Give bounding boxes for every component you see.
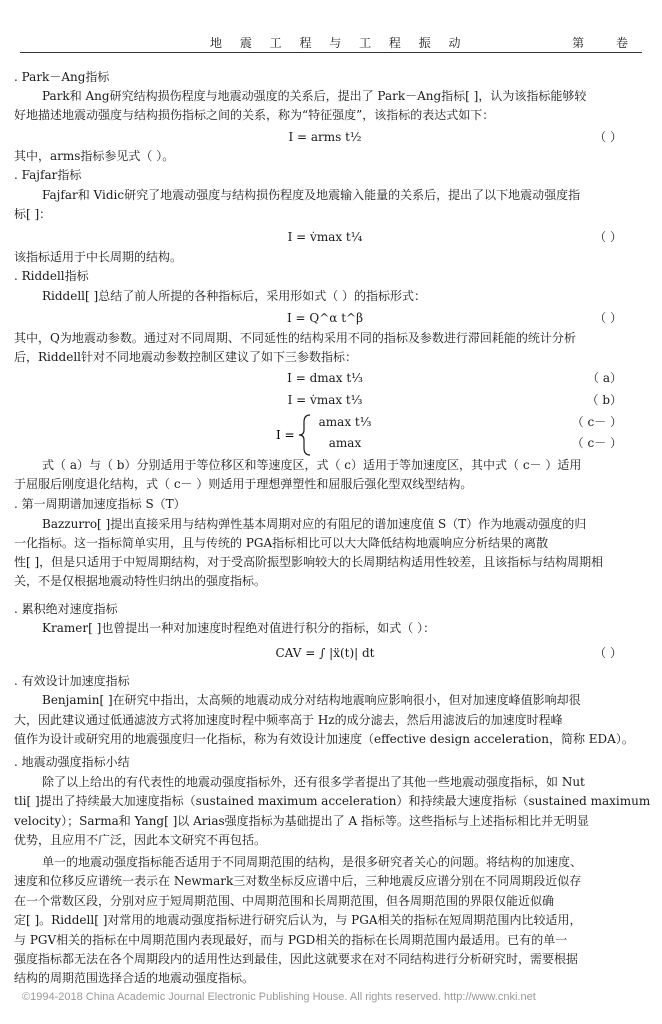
paragraph-line: 结构的周期范围选择合适的地震动强度指标。 [14, 971, 255, 985]
paragraph-line: 于屈服后刚度退化结构，式（ c－ ）则适用于理想弹塑性和屈服后强化型双线型结构。 [14, 477, 473, 491]
paragraph-line: 一化指标。这一指标简单实用，且与传统的 PGA指标相比可以大大降低结构地震响应分析结果的离散 [14, 536, 549, 550]
paragraph-line: 关，不是仅根据地震动特性归纳出的强度指标。 [14, 574, 267, 588]
paragraph-line: 其中，Q为地震动参数。通过对不同周期、不同延性的结构采用不同的指标及参数进行滞回耗能的统计分析 [14, 331, 576, 345]
paragraph-line: 其中，arms指标参见式（ ）。 [14, 149, 175, 163]
paragraph-line: 优势，且应用不广泛，因此本文研究不再包括。 [14, 833, 267, 847]
paragraph-line: 强度指标都无法在各个周期段内的适用性达到最佳，因此这就要求在对不同结构进行分析研究时，需要根据 [14, 952, 579, 966]
paragraph-line: Benjamin[ ]在研究中指出，太高频的地震动成分对结构地震响应影响很小，但对加速度峰值影响却很 [42, 693, 581, 707]
equation: CAV = ∫ |ẍ(t)| dt （ ） [275, 646, 622, 660]
section-heading: . Riddell指标 [14, 269, 89, 283]
equation: I = v̇max t⅓ （ b） [287, 393, 622, 407]
paragraph-line: 性[ ]，但是只适用于中短周期结构，对于受高阶振型影响较大的长周期结构适用性较差，且该指标与结构周期相 [14, 555, 604, 569]
paragraph-line: 大，因此建议通过低通滤波方式将加速度时程中频率高于 Hz的成分滤去，然后用滤波后的加速度时程峰 [14, 713, 563, 727]
equation: amax （ c－ ） [328, 436, 622, 450]
paragraph-line: 标[ ]： [14, 207, 52, 221]
paragraph-line: Riddell[ ]总结了前人所提的各种指标后，采用形如式（ ）的指标形式： [42, 289, 427, 303]
paragraph-line: 后，Riddell针对不同地震动参数控制区建议了如下三参数指标： [14, 350, 358, 364]
paragraph-line: 与 PGV相关的指标在中周期范围内表现最好，而与 PGD相关的指标在长周期范围内最适用。已有的单一 [14, 933, 568, 947]
running-header [20, 34, 642, 53]
volume-label: 第 卷 [572, 36, 642, 50]
equation: I = Q^α t^β （ ） [286, 311, 622, 325]
section-heading: . 有效设计加速度指标 [14, 674, 130, 688]
paragraph-line: tli[ ]提出了持续最大加速度指标（sustained maximum acceleration）和持续最大速度指标（sustained maximum [14, 794, 651, 808]
paragraph-line: 速度和位移反应谱统一表示在 Newmark三对数坐标反应谱中后，三种地震反应谱分别在不同周期段近似存 [14, 874, 582, 888]
paragraph-line: 值作为设计或研究用的地震强度归一化指标，称为有效设计加速度（effective design acceleration，简称 EDA）。 [14, 732, 634, 746]
paragraph-line: 好地描述地震动强度与结构损伤指标之间的关系，称为“特征强度”，该指标的表达式如下： [14, 108, 495, 122]
paragraph-line: Kramer[ ]也曾提出一种对加速度时程绝对值进行积分的指标，如式（ ）： [42, 621, 436, 635]
paragraph-line: 在一个常数区段，分别对应于短周期范围、中周期范围和长周期范围，但各周期范围的界限仅能近似确 [14, 894, 555, 908]
journal-title: 地 震 工 程 与 工 程 振 动 [210, 36, 468, 50]
paragraph-line: Park和 Ang研究结构损伤程度与地震动强度的关系后，提出了 Park－Ang指标[ ]，认为该指标能够较 [42, 89, 587, 103]
paragraph-line: 式（ a）与（ b）分别适用于等位移区和等速度区，式（ c）适用于等加速度区，其中式（ c－ ）适用 [42, 458, 582, 472]
brace-label: I = [276, 428, 295, 442]
copyright-footer: ©1994-2018 China Academic Journal Electronic Publishing House. All rights reserved. http://www.cnki.net [22, 991, 536, 1003]
paragraph-line: Bazzurro[ ]提出直接采用与结构弹性基本周期对应的有阻尼的谱加速度值 S（T）作为地震动强度的归 [42, 517, 587, 531]
paragraph-line: velocity）；Sarma和 Yang[ ]以 Arias强度指标为基础提出了 A 指标等。这些指标与上述指标相比并无明显 [14, 814, 589, 828]
equation: I = arms t½ （ ） [288, 130, 622, 144]
section-heading: . Park－Ang指标 [14, 70, 110, 84]
section-heading: . Fajfar指标 [14, 168, 82, 182]
paragraph-line: 单一的地震动强度指标能否适用于不同周期范围的结构，是很多研究者关心的问题。将结构的加速度、 [42, 855, 583, 869]
equation: I = dmax t⅓ （ a） [287, 371, 622, 385]
paragraph-line: Fajfar和 Vidic研究了地震动强度与结构损伤程度及地震输入能量的关系后，提出了以下地震动强度指 [42, 188, 581, 202]
section-heading: . 地震动强度指标小结 [14, 755, 130, 769]
section-heading: . 第一周期谱加速度指标 S（T） [14, 497, 186, 511]
equation: amax t⅓ （ c－ ） [318, 415, 622, 429]
section-heading: . 累积绝对速度指标 [14, 602, 118, 616]
paragraph-line: 该指标适用于中长周期的结构。 [14, 250, 183, 264]
paragraph-line: 除了以上给出的有代表性的地震动强度指标外，还有很多学者提出了其他一些地震动强度指标，如 Nut [42, 775, 585, 789]
paragraph-line: 定[ ]。Riddell[ ]对常用的地震动强度指标进行研究后认为，与 PGA相关的指标在短周期范围内比较适用， [14, 913, 582, 927]
equation: I = v̇max t¼ （ ） [287, 230, 622, 244]
